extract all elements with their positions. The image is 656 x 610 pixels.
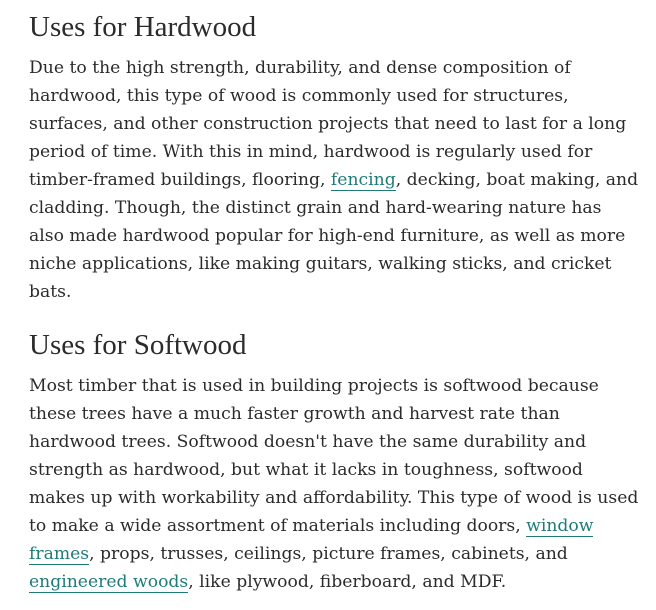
paragraph-text: , like plywood, fiberboard, and MDF. [188, 572, 507, 592]
paragraph-softwood-uses [29, 372, 639, 596]
paragraph-hardwood-uses [29, 54, 639, 306]
window-frames-link[interactable]: window frames [29, 516, 594, 564]
paragraph-text: Due to the high strength, durability, and dense composition of hardwood, this type of wood is commonly used for structures, surfaces, and other construction projects that need to last for a long period of time. With this in mind, hardwood is regularly used for timber-framed buildings, flooring, [29, 58, 627, 190]
paragraph-text: Most timber that is used in building projects is softwood because these trees have a much faster growth and harvest rate than hardwood trees. Softwood doesn't have the same durability and strength as hardwood, but what it lacks in toughness, softwood makes up with workability and affordability. This type of wood is used to make a wide assortment of materials including doors, [29, 376, 639, 536]
engineered-woods-link[interactable]: engineered woods [29, 572, 189, 592]
heading-hardwood-uses: Uses for Hardwood [29, 11, 257, 43]
fencing-link[interactable]: fencing [330, 170, 396, 190]
paragraph-text: , decking, boat making, and cladding. Though, the distinct grain and hard-wearing nature has also made hardwood popular for high-end furniture, as well as more niche applications, like making guitars, walking sticks, and cricket bats. [29, 170, 639, 302]
paragraph-text: , props, trusses, ceilings, picture frames, cabinets, and [89, 544, 568, 564]
heading-softwood-uses: Uses for Softwood [29, 329, 247, 361]
